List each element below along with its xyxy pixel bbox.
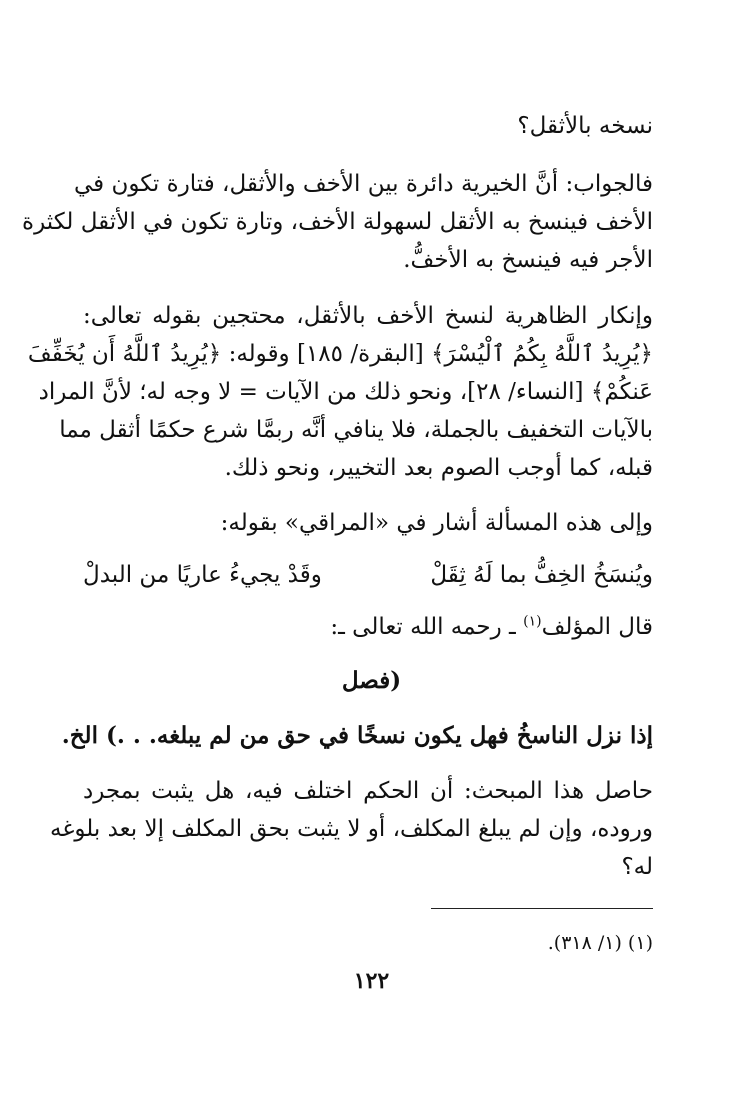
text-line: عَنكُمْ﴾ [النساء/ ٢٨]، ونحو ذلك من الآيات = لا وجه له؛ لأنَّ المراد (38, 379, 653, 405)
text-line: فالجواب: أنَّ الخيرية دائرة بين الأخف والأثقل، فتارة تكون في (73, 171, 653, 197)
author-line-start: قال المؤلف (541, 614, 653, 640)
text-line: له؟ (621, 854, 653, 880)
author-line (83, 608, 653, 646)
text-line: ﴿يُرِيدُ ٱللَّهُ بِكُمُ ٱلْيُسْرَ﴾ [البقرة/ ١٨٥] وقوله: ﴿يُرِيدُ ٱللَّهُ أَن يُخَفِّفَ (27, 341, 653, 367)
text-line: وإنكار الظاهرية لنسخ الأخف بالأثقل، محتجين بقوله تعالى: (83, 303, 653, 329)
text-line: وإلى هذه المسألة أشار في «المراقي» بقوله: (220, 510, 653, 536)
text-line: بالآيات التخفيف بالجملة، فلا ينافي أنَّه ربمَّا شرع حكمًا أثقل مما (59, 417, 653, 443)
text-line: الأخف فينسخ به الأثقل لسهولة الأخف، وتارة تكون في الأثقل لكثرة (22, 209, 653, 235)
verse-second-hemistich: وقَدْ يجيءُ عاريًا من البدلْ (83, 562, 322, 588)
footnote-divider (431, 908, 653, 909)
author-line-end: ـ رحمه الله تعالى ـ: (330, 614, 524, 640)
page-number: ١٢٢ (353, 968, 390, 994)
text-line: وروده، وإن لم يبلغ المكلف، أو لا يثبت بحق المكلف إلا بعد بلوغه (50, 816, 653, 842)
verse-first-hemistich: ويُنسَخُ الخِفُّ بما لَهُ ثِقَلْ (430, 562, 653, 588)
bold-line: إذا نزل الناسخُ فهل يكون نسخًا في حق من لم يبلغه. . .) الخ. (61, 722, 653, 749)
footnote: (١) (١/ ٣١٨). (547, 932, 653, 954)
text-line: قبله، كما أوجب الصوم بعد التخيير، ونحو ذلك. (224, 455, 653, 481)
section-heading: (فصل (341, 667, 402, 694)
text-line: حاصل هذا المبحث: أن الحكم اختلف فيه، هل يثبت بمجرد (83, 778, 653, 804)
text-line: نسخه بالأثقل؟ (517, 113, 653, 139)
text-line: الأجر فيه فينسخ به الأخفُّ. (403, 247, 653, 273)
footnote-reference: (١) (523, 613, 542, 630)
